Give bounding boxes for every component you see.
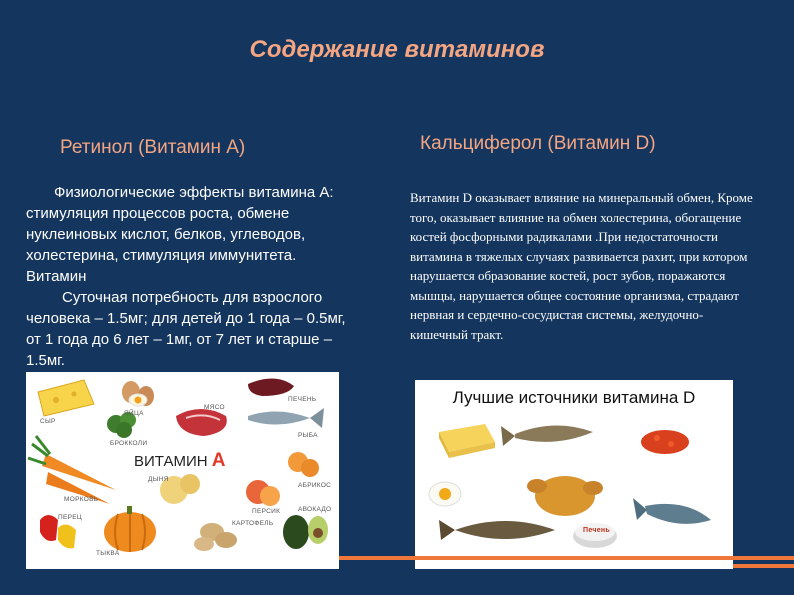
eggs-label: ЯЙЦА xyxy=(124,410,144,417)
mackerel-icon xyxy=(645,504,711,524)
vitamin-word: ВИТАМИН xyxy=(134,453,208,470)
vitamin-d-sources-illustration xyxy=(415,380,733,569)
avocado-icon xyxy=(283,515,309,549)
can-label: Печень xyxy=(583,527,611,534)
slide-title: Содержание витаминов xyxy=(249,36,545,63)
decor-stripe-top xyxy=(339,556,794,560)
cheese-label: СЫР xyxy=(40,418,56,425)
vitamin-letter: А xyxy=(211,450,226,471)
meat-label: МЯСО xyxy=(204,404,225,411)
cod-fish-icon xyxy=(515,425,593,441)
melon-label: ДЫНЯ xyxy=(148,476,169,483)
fish-icon xyxy=(248,411,310,424)
calciferol-heading: Кальциферол (Витамин D) xyxy=(420,133,656,154)
peach-label: ПЕРСИК xyxy=(252,508,281,515)
retinol-dosage-paragraph: Суточная потребность для взрослого человека – 1.5мг; для детей до 1 года – 0.5мг, от 1 года до 6 лет – 1мг, от 7 лет и старше – 1.5мг. xyxy=(26,289,346,369)
pumpkin-label: ТЫКВА xyxy=(96,550,120,557)
broccoli-label: БРОККОЛИ xyxy=(110,440,148,447)
vitamin-d-sources-title: Лучшие источники витамина D xyxy=(452,388,696,407)
retinol-effects-paragraph: Физиологические эффекты витамина А: стимуляция процессов роста, обмене нуклеиновых кислот, белков, углеводов, холестерина, стимуляция иммунитета. Витамин xyxy=(26,184,334,285)
calciferol-text: Витамин D оказывает влияние на минеральный обмен, Кроме того, оказывает влияние на обмен холестерина, обогащение костей фосфорными радикалами .При недостаточности витамина в тяжелых случаях развивается рахит, при котором нарушается образование костей, рост зубов, поражаются мышцы, нарушается общее состояние организма, страдают нервная и сердечно-сосудистая системы, желудочно-кишечный тракт. xyxy=(410,190,753,342)
vitamin-d-sources-image xyxy=(415,380,733,569)
liver-label: ПЕЧЕНЬ xyxy=(288,396,317,403)
vitamin-a-foods-image xyxy=(26,372,339,569)
retinol-heading: Ретинол (Витамин А) xyxy=(60,137,246,158)
meat-icon xyxy=(176,409,227,436)
flounder-icon xyxy=(455,521,555,539)
pepper-icon xyxy=(40,515,58,541)
avocado-label: АВОКАДО xyxy=(298,506,332,513)
caviar-icon xyxy=(641,430,689,454)
decor-stripe-bottom xyxy=(733,564,794,568)
carrot-label: МОРКОВЬ xyxy=(64,496,99,503)
apricot-label: АБРИКОС xyxy=(298,482,332,489)
potato-label: КАРТОФЕЛЬ xyxy=(232,520,274,527)
retinol-text xyxy=(26,182,351,371)
cheese-icon xyxy=(38,380,94,416)
vitamin-a-center-label xyxy=(134,450,225,472)
pepper-label: ПЕРЕЦ xyxy=(58,514,82,521)
fish-label: РЫБА xyxy=(298,432,318,439)
liver-icon xyxy=(248,378,294,396)
